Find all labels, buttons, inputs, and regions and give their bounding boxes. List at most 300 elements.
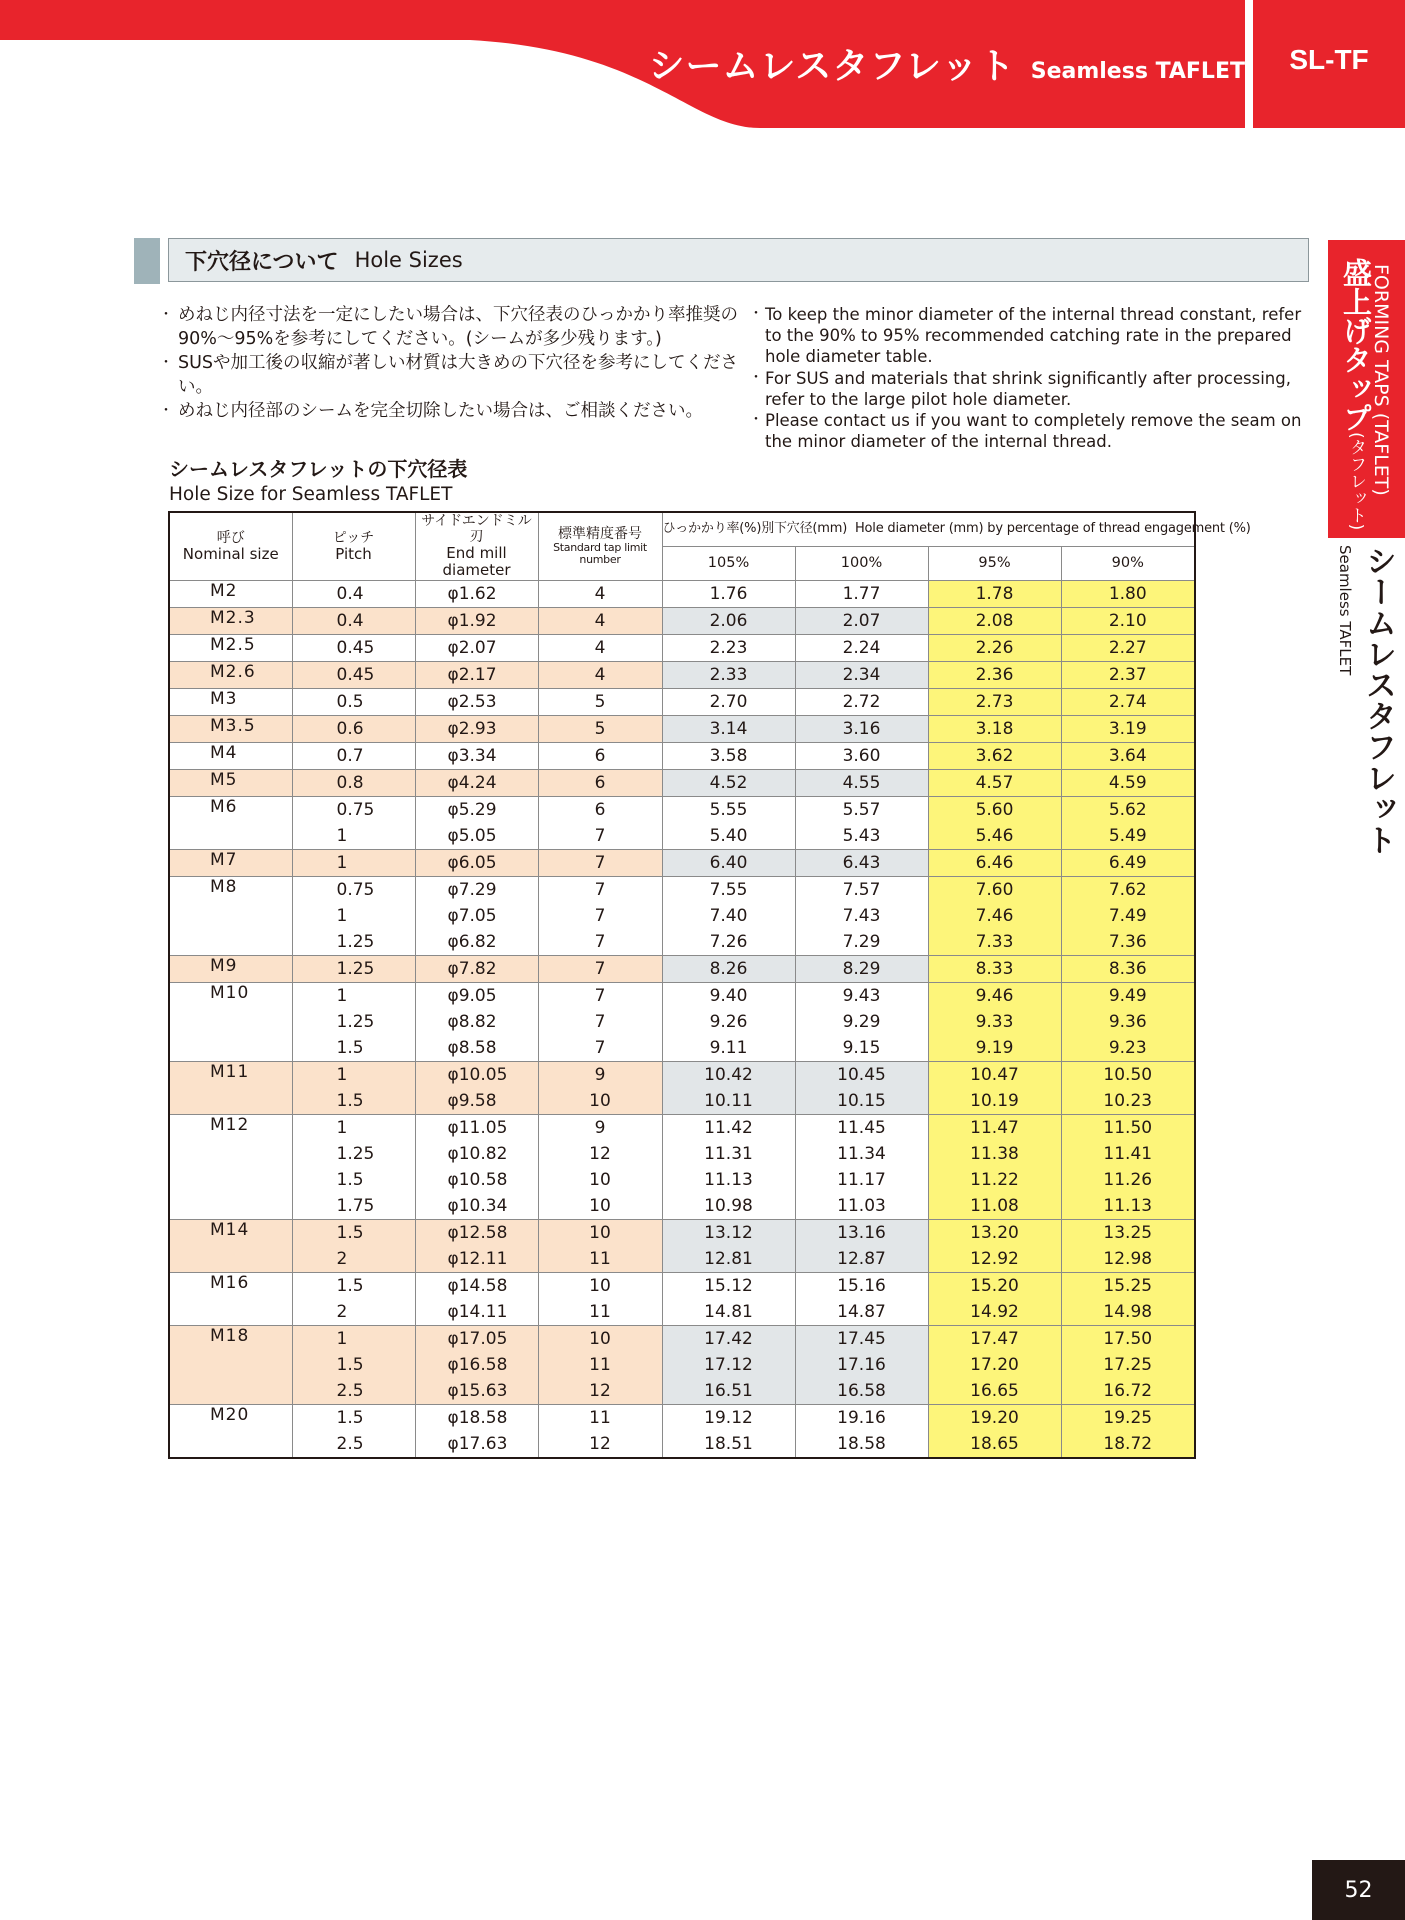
p105-cell: 15.12	[662, 1272, 795, 1299]
p105-cell: 8.26	[662, 955, 795, 982]
dia-cell: φ1.92	[415, 607, 538, 634]
table-row	[169, 1035, 1195, 1062]
p100-cell: 11.34	[795, 1141, 928, 1167]
p95-cell: 18.65	[928, 1431, 1061, 1458]
limit-cell: 7	[538, 1035, 662, 1062]
p105-cell: 10.11	[662, 1088, 795, 1115]
table-row	[169, 823, 1195, 850]
nominal-size-cell: M10	[169, 982, 292, 1061]
p95-cell: 7.46	[928, 903, 1061, 929]
limit-cell: 9	[538, 1061, 662, 1088]
pitch-cell: 0.75	[292, 876, 415, 903]
note-jp: ・ SUSや加工後の収縮が著しい材質は大きめの下穴径を参考にしてください。	[166, 351, 746, 399]
p90-cell: 10.23	[1061, 1088, 1195, 1115]
table-row	[169, 1431, 1195, 1458]
p100-cell: 14.87	[795, 1299, 928, 1326]
limit-cell: 10	[538, 1167, 662, 1193]
side-tab-jp-main: 盛上げタップ	[1339, 258, 1373, 432]
section-title-jp: 下穴径について	[185, 249, 339, 275]
dia-cell: φ2.53	[415, 688, 538, 715]
dia-cell: φ4.24	[415, 769, 538, 796]
limit-cell: 12	[538, 1141, 662, 1167]
nominal-size-cell: M3	[169, 688, 292, 715]
limit-cell: 10	[538, 1272, 662, 1299]
nominal-size-cell: M12	[169, 1114, 292, 1219]
note-jp: ・ めねじ内径部のシームを完全切除したい場合は、ご相談ください。	[166, 399, 746, 423]
p105-cell: 2.70	[662, 688, 795, 715]
limit-cell: 7	[538, 982, 662, 1009]
notes-en	[757, 304, 1317, 452]
p90-cell: 17.50	[1061, 1325, 1195, 1352]
pitch-cell: 1.75	[292, 1193, 415, 1220]
p95-cell: 10.19	[928, 1088, 1061, 1115]
nominal-size-cell: M2.6	[169, 661, 292, 688]
dia-cell: φ18.58	[415, 1404, 538, 1431]
pitch-cell: 2.5	[292, 1378, 415, 1405]
p90-cell: 16.72	[1061, 1378, 1195, 1405]
p105-cell: 9.40	[662, 982, 795, 1009]
p100-cell: 2.24	[795, 634, 928, 661]
table-row	[169, 955, 1195, 982]
p90-cell: 6.49	[1061, 849, 1195, 876]
table-row	[169, 1246, 1195, 1273]
pitch-cell: 1.25	[292, 955, 415, 982]
pitch-cell: 2	[292, 1246, 415, 1273]
dia-cell: φ8.58	[415, 1035, 538, 1062]
note-en: ・ To keep the minor diameter of the internal thread constant, refer to the 90% to 95% recommended catching rate in the prepared hole diameter table.	[757, 304, 1317, 368]
header-pitch	[292, 512, 415, 580]
notes-jp	[166, 303, 746, 423]
p95-cell: 1.78	[928, 580, 1061, 607]
pitch-cell: 1.25	[292, 929, 415, 956]
p90-cell: 11.41	[1061, 1141, 1195, 1167]
p100-cell: 19.16	[795, 1404, 928, 1431]
dia-cell: φ9.05	[415, 982, 538, 1009]
nominal-size-cell: M16	[169, 1272, 292, 1325]
p100-cell: 3.16	[795, 715, 928, 742]
table-row	[169, 849, 1195, 876]
p105-cell: 5.55	[662, 796, 795, 823]
nominal-size-cell: M11	[169, 1061, 292, 1114]
dia-cell: φ2.17	[415, 661, 538, 688]
p100-cell: 3.60	[795, 742, 928, 769]
p105-cell: 16.51	[662, 1378, 795, 1405]
p95-cell: 3.62	[928, 742, 1061, 769]
table-row	[169, 634, 1195, 661]
side-tab-jp-sub: (タフレット)	[1346, 432, 1366, 531]
table-row	[169, 796, 1195, 823]
p95-cell: 7.60	[928, 876, 1061, 903]
p95-cell: 3.18	[928, 715, 1061, 742]
section-title-en: Hole Sizes	[354, 248, 463, 272]
pitch-cell: 0.6	[292, 715, 415, 742]
p100-cell: 17.45	[795, 1325, 928, 1352]
table-row	[169, 1009, 1195, 1035]
pitch-cell: 1	[292, 903, 415, 929]
header-endmill	[415, 512, 538, 580]
dia-cell: φ11.05	[415, 1114, 538, 1141]
table-row	[169, 876, 1195, 903]
nominal-size-cell: M8	[169, 876, 292, 955]
table-row	[169, 1378, 1195, 1405]
p105-cell: 11.31	[662, 1141, 795, 1167]
limit-cell: 12	[538, 1431, 662, 1458]
p90-cell: 2.10	[1061, 607, 1195, 634]
table-row	[169, 661, 1195, 688]
p100-cell: 16.58	[795, 1378, 928, 1405]
side-product-en: Seamless TAFLET	[1336, 545, 1354, 676]
p95-cell: 5.46	[928, 823, 1061, 850]
header-nominal	[169, 512, 292, 580]
page-number: 52	[1312, 1860, 1405, 1920]
pitch-cell: 1.5	[292, 1088, 415, 1115]
header-pitch-jp: ピッチ	[332, 529, 375, 546]
header-title	[649, 38, 1245, 89]
pitch-cell: 1	[292, 982, 415, 1009]
dia-cell: φ7.05	[415, 903, 538, 929]
p95-cell: 11.47	[928, 1114, 1061, 1141]
p95-cell: 15.20	[928, 1272, 1061, 1299]
table-row	[169, 903, 1195, 929]
nominal-size-cell: M2.3	[169, 607, 292, 634]
p100-cell: 5.43	[795, 823, 928, 850]
header-pct-90: 90%	[1061, 546, 1195, 580]
p100-cell: 17.16	[795, 1352, 928, 1378]
limit-cell: 4	[538, 580, 662, 607]
p95-cell: 10.47	[928, 1061, 1061, 1088]
p105-cell: 7.55	[662, 876, 795, 903]
product-code-badge: SL-TF	[1253, 0, 1405, 128]
nominal-size-cell: M2.5	[169, 634, 292, 661]
header-title-jp: シームレスタフレット	[648, 46, 1016, 87]
limit-cell: 5	[538, 688, 662, 715]
pitch-cell: 0.5	[292, 688, 415, 715]
p95-cell: 2.36	[928, 661, 1061, 688]
header-endmill-en: End mill diameter	[442, 544, 511, 580]
limit-cell: 4	[538, 634, 662, 661]
table-row	[169, 1193, 1195, 1220]
p100-cell: 11.03	[795, 1193, 928, 1220]
side-tab-jp	[1336, 258, 1377, 530]
table-row	[169, 607, 1195, 634]
p100-cell: 18.58	[795, 1431, 928, 1458]
table-title	[169, 453, 467, 505]
p100-cell: 2.34	[795, 661, 928, 688]
table-row	[169, 1352, 1195, 1378]
table-row	[169, 688, 1195, 715]
table-row	[169, 715, 1195, 742]
limit-cell: 7	[538, 876, 662, 903]
note-en: ・ For SUS and materials that shrink significantly after processing, refer to the large pilot hole diameter.	[757, 368, 1317, 410]
limit-cell: 10	[538, 1088, 662, 1115]
table-row	[169, 982, 1195, 1009]
p90-cell: 17.25	[1061, 1352, 1195, 1378]
p105-cell: 4.52	[662, 769, 795, 796]
header-limit	[538, 512, 662, 580]
header-title-en: Seamless TAFLET	[1030, 59, 1245, 84]
p105-cell: 11.13	[662, 1167, 795, 1193]
nominal-size-cell: M4	[169, 742, 292, 769]
p100-cell: 7.29	[795, 929, 928, 956]
pitch-cell: 1.5	[292, 1404, 415, 1431]
nominal-size-cell: M3.5	[169, 715, 292, 742]
p105-cell: 1.76	[662, 580, 795, 607]
dia-cell: φ10.82	[415, 1141, 538, 1167]
table-row	[169, 1325, 1195, 1352]
p100-cell: 13.16	[795, 1219, 928, 1246]
dia-cell: φ7.29	[415, 876, 538, 903]
table-row	[169, 1272, 1195, 1299]
p90-cell: 8.36	[1061, 955, 1195, 982]
table-row	[169, 929, 1195, 956]
header-catch-en: Hole diameter (mm) by percentage of thread engagement (%)	[854, 521, 1251, 536]
header-limit-en: Standard tap limit number	[553, 540, 647, 567]
limit-cell: 7	[538, 849, 662, 876]
p105-cell: 17.42	[662, 1325, 795, 1352]
pitch-cell: 1.5	[292, 1167, 415, 1193]
p100-cell: 10.45	[795, 1061, 928, 1088]
dia-cell: φ9.58	[415, 1088, 538, 1115]
dia-cell: φ12.11	[415, 1246, 538, 1273]
side-product-jp: シームレスタフレット	[1360, 545, 1396, 855]
limit-cell: 7	[538, 929, 662, 956]
dia-cell: φ10.58	[415, 1167, 538, 1193]
p105-cell: 11.42	[662, 1114, 795, 1141]
p95-cell: 19.20	[928, 1404, 1061, 1431]
limit-cell: 11	[538, 1404, 662, 1431]
pitch-cell: 0.75	[292, 796, 415, 823]
table-row	[169, 1219, 1195, 1246]
dia-cell: φ2.93	[415, 715, 538, 742]
pitch-cell: 0.45	[292, 661, 415, 688]
p90-cell: 9.23	[1061, 1035, 1195, 1062]
p105-cell: 7.40	[662, 903, 795, 929]
p95-cell: 9.33	[928, 1009, 1061, 1035]
limit-cell: 11	[538, 1299, 662, 1326]
header-endmill-jp: サイドエンドミル刃	[421, 513, 532, 546]
p90-cell: 3.64	[1061, 742, 1195, 769]
pitch-cell: 1	[292, 1061, 415, 1088]
p100-cell: 5.57	[795, 796, 928, 823]
p100-cell: 7.57	[795, 876, 928, 903]
table-body	[169, 580, 1195, 1458]
dia-cell: φ2.07	[415, 634, 538, 661]
dia-cell: φ17.05	[415, 1325, 538, 1352]
pitch-cell: 0.45	[292, 634, 415, 661]
table-row	[169, 580, 1195, 607]
p100-cell: 10.15	[795, 1088, 928, 1115]
p105-cell: 10.98	[662, 1193, 795, 1220]
pitch-cell: 1.25	[292, 1141, 415, 1167]
p90-cell: 4.59	[1061, 769, 1195, 796]
p90-cell: 11.26	[1061, 1167, 1195, 1193]
pitch-cell: 1.5	[292, 1035, 415, 1062]
dia-cell: φ16.58	[415, 1352, 538, 1378]
p100-cell: 7.43	[795, 903, 928, 929]
p105-cell: 13.12	[662, 1219, 795, 1246]
p100-cell: 9.29	[795, 1009, 928, 1035]
p90-cell: 2.74	[1061, 688, 1195, 715]
p90-cell: 2.27	[1061, 634, 1195, 661]
limit-cell: 7	[538, 903, 662, 929]
header-pct-95: 95%	[928, 546, 1061, 580]
p95-cell: 7.33	[928, 929, 1061, 956]
pitch-cell: 0.7	[292, 742, 415, 769]
limit-cell: 7	[538, 955, 662, 982]
header-limit-jp: 標準精度番号	[558, 525, 642, 542]
pitch-cell: 1	[292, 1114, 415, 1141]
p105-cell: 17.12	[662, 1352, 795, 1378]
p95-cell: 12.92	[928, 1246, 1061, 1273]
limit-cell: 11	[538, 1246, 662, 1273]
limit-cell: 4	[538, 607, 662, 634]
table-title-en: Hole Size for Seamless TAFLET	[169, 484, 453, 505]
nominal-size-cell: M2	[169, 580, 292, 607]
p90-cell: 14.98	[1061, 1299, 1195, 1326]
p95-cell: 11.22	[928, 1167, 1061, 1193]
limit-cell: 11	[538, 1352, 662, 1378]
p95-cell: 4.57	[928, 769, 1061, 796]
limit-cell: 4	[538, 661, 662, 688]
limit-cell: 6	[538, 796, 662, 823]
table-row	[169, 1404, 1195, 1431]
p105-cell: 9.11	[662, 1035, 795, 1062]
limit-cell: 10	[538, 1219, 662, 1246]
header-catch-jp: ひっかかり率(%)別下穴径(mm)	[662, 521, 848, 536]
p105-cell: 2.23	[662, 634, 795, 661]
pitch-cell: 2.5	[292, 1431, 415, 1458]
table-row	[169, 1114, 1195, 1141]
nominal-size-cell: M18	[169, 1325, 292, 1404]
p90-cell: 18.72	[1061, 1431, 1195, 1458]
dia-cell: φ10.34	[415, 1193, 538, 1220]
p95-cell: 17.47	[928, 1325, 1061, 1352]
header-catch-rate	[662, 512, 1251, 546]
p90-cell: 19.25	[1061, 1404, 1195, 1431]
p105-cell: 2.33	[662, 661, 795, 688]
header-nominal-jp: 呼び	[216, 529, 245, 546]
p105-cell: 9.26	[662, 1009, 795, 1035]
p90-cell: 13.25	[1061, 1219, 1195, 1246]
pitch-cell: 0.8	[292, 769, 415, 796]
p90-cell: 5.49	[1061, 823, 1195, 850]
p90-cell: 3.19	[1061, 715, 1195, 742]
section-header	[134, 238, 1309, 284]
p105-cell: 7.26	[662, 929, 795, 956]
dia-cell: φ7.82	[415, 955, 538, 982]
note-en: ・ Please contact us if you want to completely remove the seam on the minor diameter of the internal thread.	[757, 410, 1317, 452]
p105-cell: 5.40	[662, 823, 795, 850]
p90-cell: 10.50	[1061, 1061, 1195, 1088]
p95-cell: 6.46	[928, 849, 1061, 876]
p95-cell: 2.08	[928, 607, 1061, 634]
p90-cell: 12.98	[1061, 1246, 1195, 1273]
p100-cell: 11.45	[795, 1114, 928, 1141]
limit-cell: 10	[538, 1193, 662, 1220]
p95-cell: 13.20	[928, 1219, 1061, 1246]
pitch-cell: 1.5	[292, 1352, 415, 1378]
pitch-cell: 1.25	[292, 1009, 415, 1035]
nominal-size-cell: M20	[169, 1404, 292, 1458]
p100-cell: 2.07	[795, 607, 928, 634]
p100-cell: 15.16	[795, 1272, 928, 1299]
p105-cell: 12.81	[662, 1246, 795, 1273]
side-tab-en: FORMING TAPS (TAFLET)	[1370, 264, 1392, 496]
pitch-cell: 1	[292, 823, 415, 850]
dia-cell: φ12.58	[415, 1219, 538, 1246]
pitch-cell: 2	[292, 1299, 415, 1326]
p90-cell: 15.25	[1061, 1272, 1195, 1299]
pitch-cell: 0.4	[292, 580, 415, 607]
p95-cell: 11.08	[928, 1193, 1061, 1220]
dia-cell: φ5.05	[415, 823, 538, 850]
pitch-cell: 1	[292, 849, 415, 876]
pitch-cell: 0.4	[292, 607, 415, 634]
dia-cell: φ1.62	[415, 580, 538, 607]
category-side-tab	[1328, 240, 1405, 538]
limit-cell: 10	[538, 1325, 662, 1352]
p105-cell: 3.14	[662, 715, 795, 742]
table-row	[169, 1061, 1195, 1088]
nominal-size-cell: M14	[169, 1219, 292, 1272]
p90-cell: 9.36	[1061, 1009, 1195, 1035]
p100-cell: 12.87	[795, 1246, 928, 1273]
p90-cell: 11.50	[1061, 1114, 1195, 1141]
dia-cell: φ17.63	[415, 1431, 538, 1458]
header-pct-100: 100%	[795, 546, 928, 580]
p90-cell: 7.49	[1061, 903, 1195, 929]
limit-cell: 9	[538, 1114, 662, 1141]
header-pitch-en: Pitch	[335, 544, 372, 563]
p105-cell: 10.42	[662, 1061, 795, 1088]
p100-cell: 2.72	[795, 688, 928, 715]
dia-cell: φ8.82	[415, 1009, 538, 1035]
limit-cell: 7	[538, 1009, 662, 1035]
header-pct-105: 105%	[662, 546, 795, 580]
p95-cell: 2.73	[928, 688, 1061, 715]
p100-cell: 4.55	[795, 769, 928, 796]
table-row	[169, 769, 1195, 796]
table-row	[169, 1141, 1195, 1167]
p100-cell: 9.15	[795, 1035, 928, 1062]
p95-cell: 5.60	[928, 796, 1061, 823]
section-marker	[134, 238, 160, 284]
p100-cell: 6.43	[795, 849, 928, 876]
p100-cell: 8.29	[795, 955, 928, 982]
p90-cell: 1.80	[1061, 580, 1195, 607]
p95-cell: 2.26	[928, 634, 1061, 661]
p100-cell: 9.43	[795, 982, 928, 1009]
table-title-jp: シームレスタフレットの下穴径表	[169, 457, 468, 481]
p90-cell: 5.62	[1061, 796, 1195, 823]
limit-cell: 5	[538, 715, 662, 742]
hole-size-table	[168, 511, 1251, 1459]
dia-cell: φ10.05	[415, 1061, 538, 1088]
limit-cell: 6	[538, 769, 662, 796]
p90-cell: 11.13	[1061, 1193, 1195, 1220]
p90-cell: 7.36	[1061, 929, 1195, 956]
dia-cell: φ6.82	[415, 929, 538, 956]
limit-cell: 7	[538, 823, 662, 850]
p100-cell: 1.77	[795, 580, 928, 607]
p90-cell: 9.49	[1061, 982, 1195, 1009]
p105-cell: 6.40	[662, 849, 795, 876]
p105-cell: 14.81	[662, 1299, 795, 1326]
p95-cell: 9.46	[928, 982, 1061, 1009]
note-jp: ・ めねじ内径寸法を一定にしたい場合は、下穴径表のひっかかり率推奨の90%〜95%を参考にしてください。(シームが多少残ります。)	[166, 303, 746, 351]
p105-cell: 2.06	[662, 607, 795, 634]
limit-cell: 6	[538, 742, 662, 769]
